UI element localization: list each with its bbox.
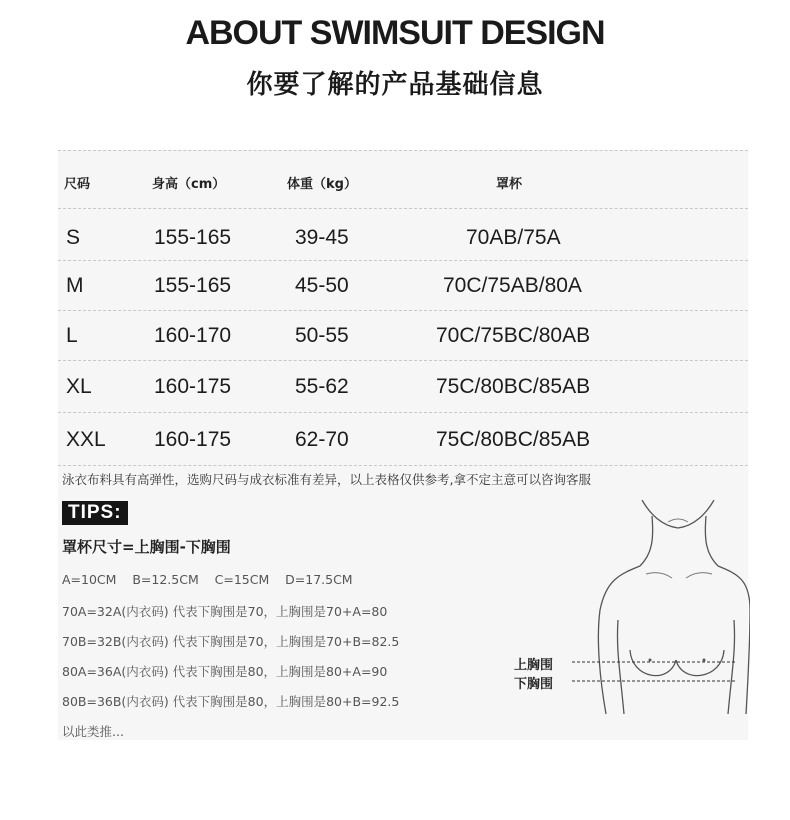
cup-cell: 75C/80BC/85AB (436, 428, 591, 451)
collarbone-right (686, 573, 712, 578)
table-row (58, 360, 748, 413)
header-height: 身高（cm） (152, 177, 226, 192)
breast-right (676, 650, 724, 676)
cup-example: 70B=32B(内衣码) 代表下胸围是70，上胸围是70+B=82.5 (62, 634, 400, 649)
size-cell: XL (66, 375, 92, 398)
torso-left (617, 620, 624, 714)
etc-text: 以此类推... (62, 724, 124, 739)
table-row (58, 260, 748, 311)
height-cell: 160-175 (154, 375, 232, 398)
cup-cell: 75C/80BC/85AB (436, 375, 591, 398)
weight-cell: 45-50 (295, 274, 349, 297)
height-cell: 155-165 (154, 226, 232, 249)
chin-mark (668, 519, 688, 522)
upper-bust-label: 上胸围 (514, 658, 554, 673)
neck-right (705, 516, 718, 566)
cup-size-list: A=10CM B=12.5CM C=15CM D=17.5CM (62, 572, 353, 587)
weight-cell: 62-70 (295, 428, 349, 451)
breast-left (630, 650, 676, 676)
collarbone-left (646, 573, 672, 578)
height-cell: 155-165 (154, 274, 232, 297)
page-title-chinese: 你要了解的产品基础信息 (246, 70, 544, 100)
weight-cell: 50-55 (295, 324, 349, 347)
nipple-right (703, 659, 706, 662)
under-bust-label: 下胸围 (514, 677, 554, 692)
size-cell: S (66, 226, 81, 249)
size-note: 泳衣布料具有高弹性，选购尺码与成衣标准有差异，以上表格仅供参考,拿不定主意可以咨询客服 (62, 472, 591, 487)
cup-example: 70A=32A(内衣码) 代表下胸围是70，上胸围是70+A=80 (62, 604, 388, 619)
nipple-left (649, 659, 652, 662)
cup-example: 80A=36A(内衣码) 代表下胸围是80，上胸围是80+A=90 (62, 664, 388, 679)
header-cup: 罩杯 (496, 177, 523, 192)
size-cell: L (66, 324, 78, 347)
cup-formula: 罩杯尺寸=上胸围-下胸围 (62, 538, 231, 556)
page-title-english: ABOUT SWIMSUIT DESIGN (185, 14, 605, 52)
height-cell: 160-175 (154, 428, 232, 451)
table-header-row (58, 150, 748, 209)
weight-cell: 55-62 (295, 375, 349, 398)
cup-cell: 70C/75AB/80A (443, 274, 582, 297)
torso-right (728, 620, 735, 714)
header-weight: 体重（kg） (287, 177, 357, 192)
cup-cell: 70AB/75A (466, 226, 561, 249)
size-cell: M (66, 274, 84, 297)
height-cell: 160-170 (154, 324, 232, 347)
header-size: 尺码 (64, 177, 91, 192)
cup-example: 80B=36B(内衣码) 代表下胸围是80，上胸围是80+B=92.5 (62, 694, 400, 709)
cup-cell: 70C/75BC/80AB (436, 324, 591, 347)
left-shoulder-arm (598, 566, 640, 714)
table-row (58, 412, 748, 466)
neck-left (640, 516, 653, 566)
table-row (58, 310, 748, 361)
size-cell: XXL (66, 428, 106, 451)
tips-badge: TIPS: (62, 501, 128, 525)
table-row (58, 208, 748, 261)
weight-cell: 39-45 (295, 226, 349, 249)
